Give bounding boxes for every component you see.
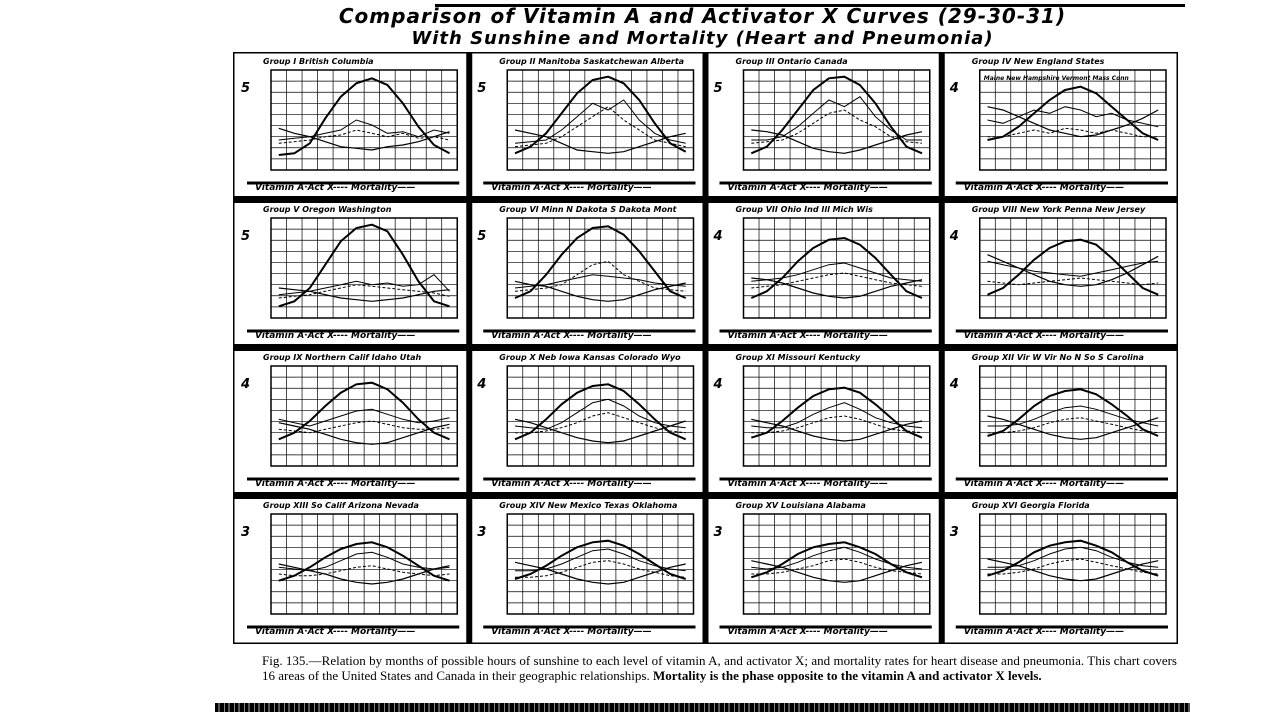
panel-footer-legend: Vitamin A·Act X---- Mortality—— — [727, 331, 888, 341]
caption-bold-text: Mortality is the phase opposite to the vitamin A and activator X levels. — [652, 668, 1042, 683]
figure-title-line2: With Sunshine and Mortality (Heart and Pneumonia) — [411, 28, 994, 49]
row-separator — [233, 344, 1178, 351]
panel-title: Group XI Missouri Kentucky — [735, 353, 861, 362]
panel-footer-legend: Vitamin A·Act X---- Mortality—— — [255, 627, 416, 637]
panel-footer-legend: Vitamin A·Act X---- Mortality—— — [727, 627, 888, 637]
panel-title: Group VI Minn N Dakota S Dakota Mont — [499, 205, 677, 214]
caption-text: Fig. 135.—Relation by months of possible hours of sunshine to each level of vitamin A, and activator X; and mortality rates for heart disease and pneumonia. This chart covers 16 areas of the United States and Canada in their geographic relationships. — [262, 653, 1177, 683]
panel-zone-label: 4 — [477, 377, 487, 392]
panels-svg — [233, 52, 1178, 644]
panel-zone-label: 3 — [713, 525, 723, 540]
panel-zone-label: 5 — [241, 229, 251, 244]
panel-title: Group XVI Georgia Florida — [971, 501, 1090, 510]
panel-footer-legend: Vitamin A·Act X---- Mortality—— — [255, 331, 416, 341]
scan-bottom-edge — [215, 703, 1190, 712]
panel-footer-legend: Vitamin A·Act X---- Mortality—— — [491, 479, 652, 489]
panel-title: Group V Oregon Washington — [263, 205, 392, 214]
panel-zone-label: 5 — [477, 229, 487, 244]
panel-title: Group XV Louisiana Alabama — [735, 501, 866, 510]
panel-footer-legend: Vitamin A·Act X---- Mortality—— — [491, 183, 652, 193]
panel-zone-label: 4 — [713, 229, 723, 244]
row-separator — [233, 196, 1178, 203]
chart-grid — [233, 52, 1178, 644]
panel-title: Group XII Vir W Vir No N So S Carolina — [971, 353, 1144, 362]
row-separator — [233, 492, 1178, 499]
panel-footer-legend: Vitamin A·Act X---- Mortality—— — [727, 479, 888, 489]
panel-title: Group II Manitoba Saskatchewan Alberta — [499, 57, 685, 66]
panel-zone-label: 5 — [241, 81, 251, 96]
panel-zone-label: 4 — [241, 377, 251, 392]
panel-zone-label: 5 — [713, 81, 723, 96]
panel-footer-legend: Vitamin A·Act X---- Mortality—— — [255, 479, 416, 489]
panel-footer-legend: Vitamin A·Act X---- Mortality—— — [963, 331, 1125, 341]
panel-title: Group IV New England States — [971, 57, 1105, 66]
panel-title: Group XIII So Calif Arizona Nevada — [263, 501, 419, 510]
panel-zone-label: 3 — [477, 525, 487, 540]
panel-title: Group VII Ohio Ind Ill Mich Wis — [735, 205, 873, 214]
panel-title: Group XIV New Mexico Texas Oklahoma — [499, 501, 678, 510]
panel-zone-label: 3 — [241, 525, 251, 540]
figure-caption — [262, 653, 1177, 683]
panel-title: Group I British Columbia — [263, 57, 374, 66]
panel-footer-legend: Vitamin A·Act X---- Mortality—— — [963, 183, 1125, 193]
panel-zone-label: 4 — [949, 81, 959, 96]
panel-footer-legend: Vitamin A·Act X---- Mortality—— — [491, 627, 652, 637]
panel-title: Group III Ontario Canada — [735, 57, 848, 66]
panel-title: Group IX Northern Calif Idaho Utah — [263, 353, 422, 362]
panel-title: Group X Neb Iowa Kansas Colorado Wyo — [499, 353, 681, 362]
scanned-figure — [215, 0, 1190, 712]
panel-zone-label: 4 — [949, 229, 959, 244]
panel-footer-legend: Vitamin A·Act X---- Mortality—— — [963, 627, 1125, 637]
panel-footer-legend: Vitamin A·Act X---- Mortality—— — [963, 479, 1125, 489]
panel-zone-label: 4 — [949, 377, 959, 392]
figure-title-line1: Comparison of Vitamin A and Activator X Curves (29-30-31) — [338, 4, 1067, 28]
panel-zone-label: 3 — [949, 525, 959, 540]
panel-zone-label: 5 — [477, 81, 487, 96]
panel-title: Group VIII New York Penna New Jersey — [971, 205, 1146, 214]
panel-footer-legend: Vitamin A·Act X---- Mortality—— — [727, 183, 888, 193]
panel-footer-legend: Vitamin A·Act X---- Mortality—— — [491, 331, 652, 341]
panel-zone-label: 4 — [713, 377, 723, 392]
panel-subtitle: Maine New Hampshire Vermont Mass Conn — [983, 75, 1129, 82]
panel-footer-legend: Vitamin A·Act X---- Mortality—— — [255, 183, 416, 193]
